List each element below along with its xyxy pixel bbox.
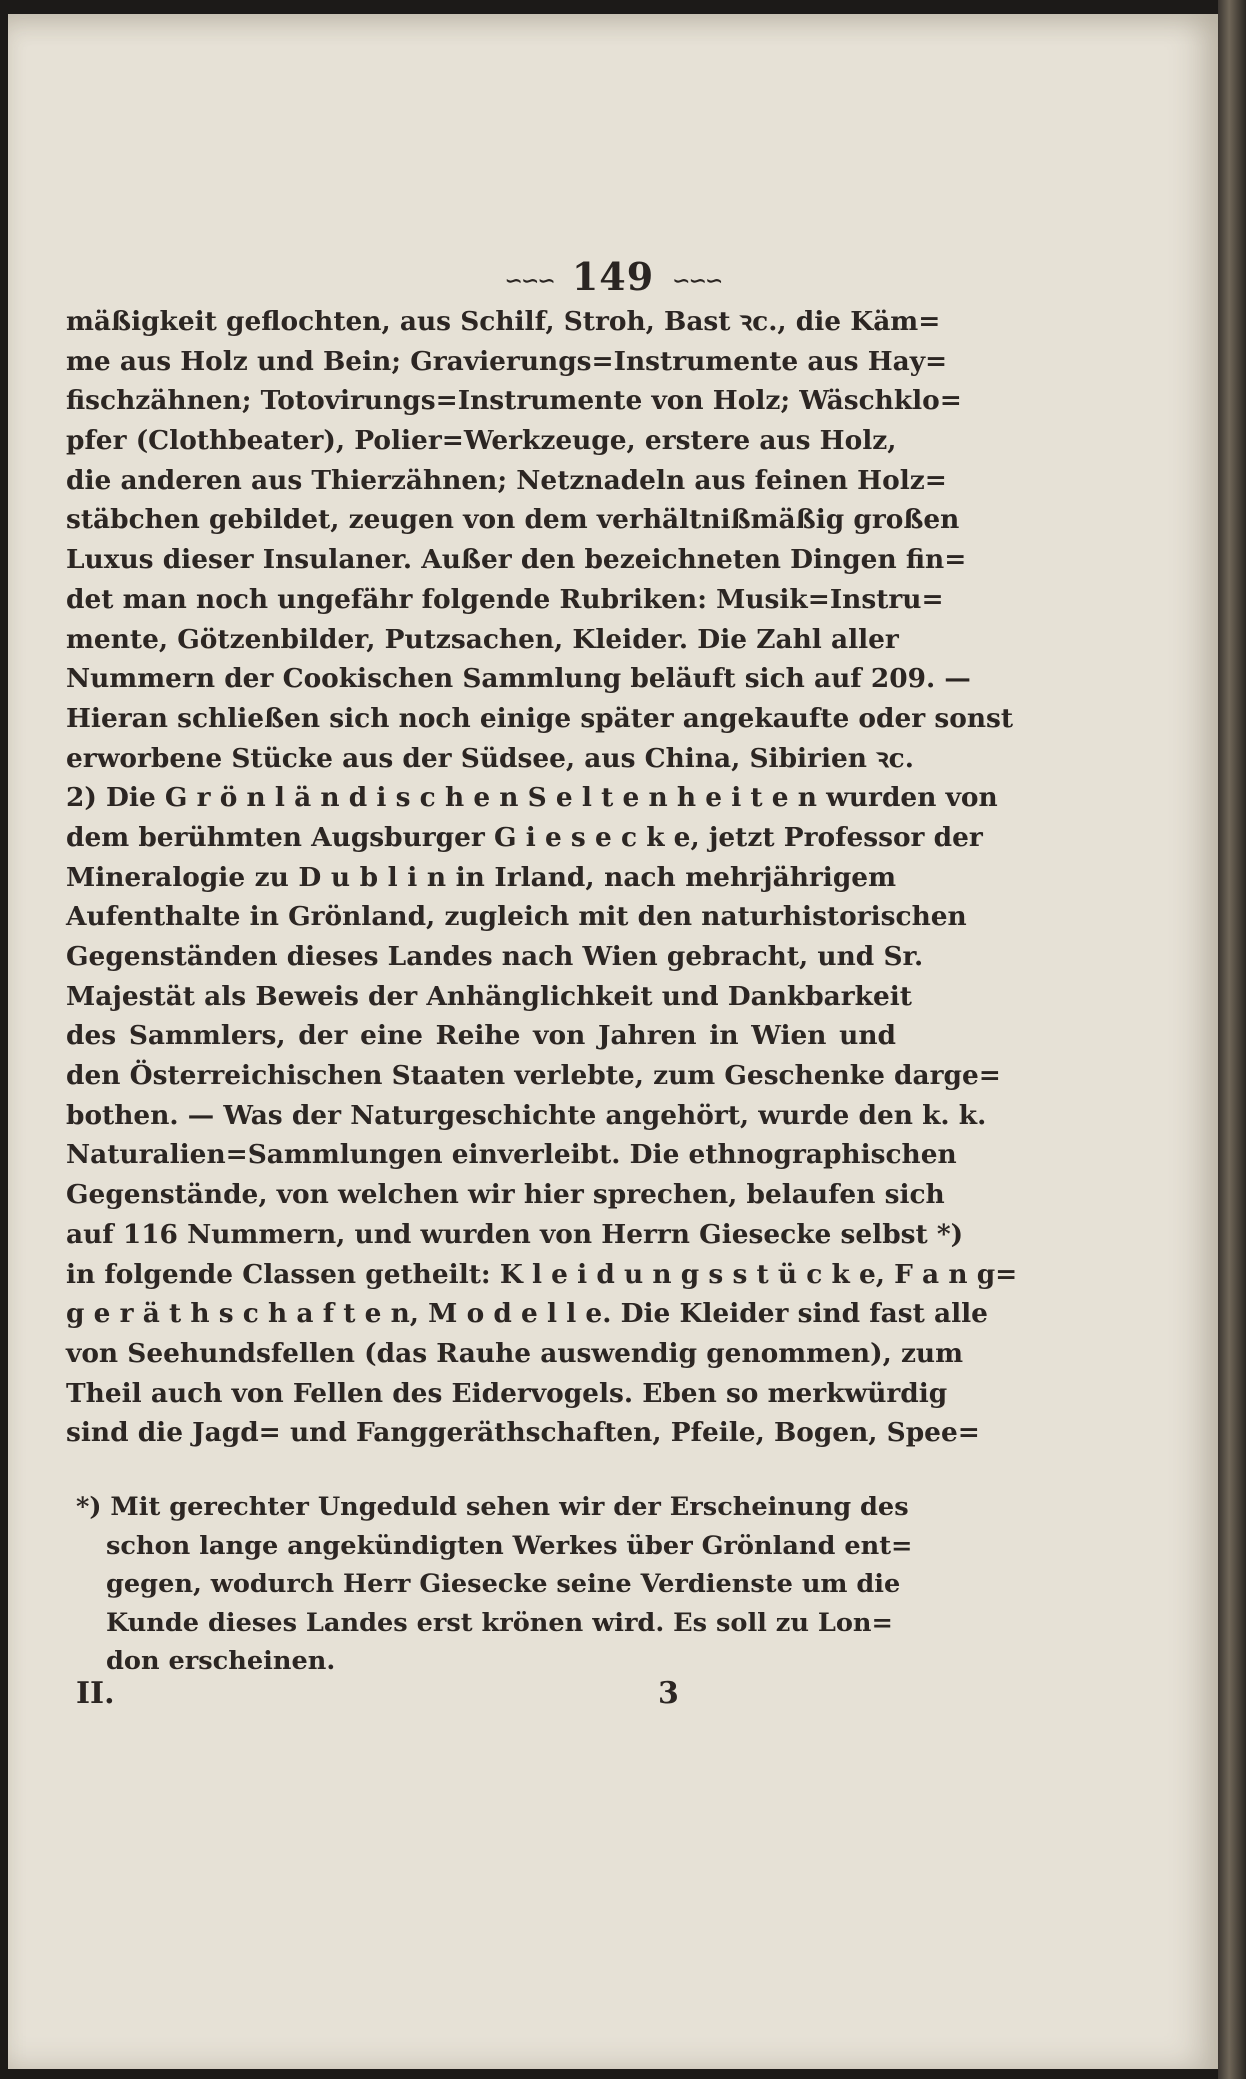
text-line: mäßigkeit geflochten, aus Schilf, Stroh, Bast ꝛc., die Käm=: [66, 306, 941, 337]
text-line: fischzähnen; Totovirungs=Instrumente von Holz; Wäschklo=: [66, 385, 962, 417]
text-line: Nummern der Cookischen Sammlung beläuft sich auf 209. —: [66, 663, 971, 695]
text-line: Naturalien=Sammlungen einverleibt. Die ethnographischen: [66, 1139, 957, 1171]
text-line: des Sammlers, der eine Reihe von Jahren in Wien und: [66, 1020, 896, 1052]
footnote-line: don erscheinen.: [106, 1646, 336, 1677]
book-page: [8, 14, 1218, 2069]
page-header: [8, 254, 1218, 299]
text-line: den Österreichischen Staaten verlebte, zum Geschenke darge=: [66, 1060, 1001, 1092]
text-line: die anderen aus Thierzähnen; Netznadeln aus feinen Holz=: [66, 464, 947, 496]
text-line: von Seehundsfellen (das Rauhe auswendig genommen), zum: [66, 1337, 964, 1369]
text-line: in folgende Classen getheilt: K l e i d u n g s s t ü c k e, F a n g=: [66, 1258, 1018, 1290]
text-line: dem berühmten Augsburger G i e s e c k e, jetzt Professor der: [66, 821, 983, 853]
text-line: Majestät als Beweis der Anhänglichkeit und Dankbarkeit: [66, 980, 912, 1012]
gathering-signature: 3: [658, 1676, 679, 1711]
text-line: Luxus dieser Insulaner. Außer den bezeichneten Dingen fin=: [66, 544, 967, 576]
text-line: mente, Götzenbilder, Putzsachen, Kleider. Die Zahl aller: [66, 623, 899, 655]
text-line: Mineralogie zu D u b l i n in Irland, nach mehrjährigem: [66, 861, 896, 893]
body-text: [66, 302, 1018, 1453]
text-line: stäbchen gebildet, zeugen von dem verhältnißmäßig großen: [66, 504, 960, 536]
text-line: erworbene Stücke aus der Südsee, aus China, Sibirien ꝛc.: [66, 742, 914, 774]
footnote-line: *) Mit gerechter Ungeduld sehen wir der Erscheinung des: [76, 1492, 909, 1522]
page-number: 149: [571, 254, 655, 299]
text-line: Aufenthalte in Grönland, zugleich mit den naturhistorischen: [66, 901, 967, 933]
text-line: Hieran schließen sich noch einige später angekaufte oder sonst: [66, 702, 1014, 734]
text-line: g e r ä t h s c h a f t e n, M o d e l l e. Die Kleider sind fast alle: [66, 1298, 988, 1330]
text-line: me aus Holz und Bein; Gravierungs=Instrumente aus Hay=: [66, 345, 948, 377]
volume-signature: II.: [76, 1676, 115, 1711]
footnote: [76, 1488, 913, 1681]
text-line: pfer (Clothbeater), Polier=Werkzeuge, erstere aus Holz,: [66, 425, 897, 457]
text-line: Theil auch von Fellen des Eidervogels. Eben so merkwürdig: [66, 1377, 948, 1409]
text-line: 2) Die G r ö n l ä n d i s c h e n S e l t e n h e i t e n wurden von: [66, 782, 998, 814]
text-line: bothen. — Was der Naturgeschichte angehört, wurde den k. k.: [66, 1099, 987, 1131]
footnote-line: Kunde dieses Landes erst krönen wird. Es soll zu Lon=: [106, 1607, 893, 1638]
text-line: det man noch ungefähr folgende Rubriken: Musik=Instru=: [66, 583, 944, 615]
text-line: sind die Jagd= und Fanggeräthschaften, Pfeile, Bogen, Spee=: [66, 1417, 980, 1449]
footnote-line: gegen, wodurch Herr Giesecke seine Verdienste um die: [106, 1569, 901, 1600]
text-line: auf 116 Nummern, und wurden von Herrn Giesecke selbst *): [66, 1218, 964, 1250]
ornament-left: ∽∽∽: [504, 267, 554, 294]
book-edge: [1218, 0, 1246, 2079]
text-line: Gegenständen dieses Landes nach Wien gebracht, und Sr.: [66, 941, 924, 972]
ornament-right: ∽∽∽: [672, 267, 722, 294]
text-line: Gegenstände, von welchen wir hier sprechen, belaufen sich: [66, 1179, 945, 1211]
footnote-line: schon lange angekündigten Werkes über Grönland ent=: [106, 1530, 913, 1561]
